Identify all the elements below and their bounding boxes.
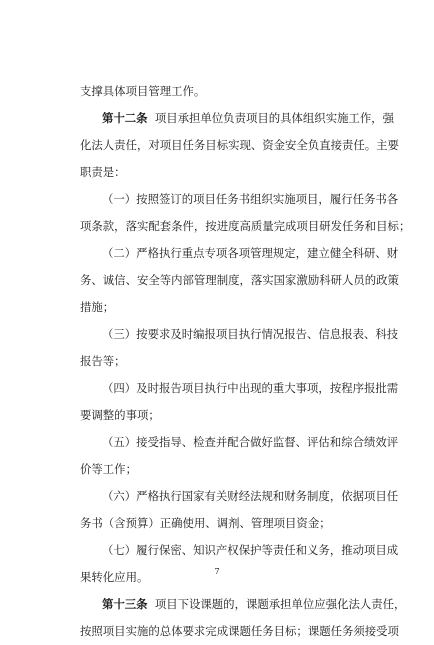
text-line: 报告等； bbox=[80, 354, 126, 368]
article-12-heading: 第十二条 bbox=[102, 111, 148, 125]
text-line: 务书（含预算）正确使用、调剂、管理项目资金； bbox=[80, 516, 331, 530]
text-line: 支撑具体项目管理工作。 bbox=[80, 84, 206, 98]
text-line: 按照项目实施的总体要求完成课题任务目标；课题任务须接受项 bbox=[80, 624, 399, 638]
text-line: 果转化应用。 bbox=[80, 570, 149, 584]
body-text bbox=[80, 78, 411, 645]
text-line: 要调整的事项； bbox=[80, 408, 160, 422]
text-line: （三）按要求及时编报项目执行情况报告、信息报表、科技 bbox=[102, 327, 399, 341]
text-line: 职责是： bbox=[80, 165, 126, 179]
text-line: 价等工作； bbox=[80, 462, 137, 476]
text-line: （七）履行保密、知识产权保护等责任和义务，推动项目成 bbox=[102, 543, 399, 557]
text-line: （四）及时报告项目执行中出现的重大事项，按程序报批需 bbox=[102, 381, 399, 395]
article-13-first-line bbox=[80, 591, 406, 618]
text-line: （一）按照签订的项目任务书组织实施项目，履行任务书各 bbox=[102, 192, 399, 206]
text-span: 项目承担单位负责项目的具体组织实施工作，强 bbox=[154, 111, 395, 125]
text-span: 项目下设课题的，课题承担单位应强化法人责任， bbox=[154, 597, 406, 611]
text-line: 化法人责任，对项目任务目标实现、资金安全负直接责任。主要 bbox=[80, 138, 399, 152]
article-12-first-line bbox=[80, 105, 395, 132]
text-line: （五）接受指导、检查并配合做好监督、评估和综合绩效评 bbox=[102, 435, 399, 449]
text-line: 项条款，落实配套条件，按进度高质量完成项目研发任务和目标； bbox=[80, 219, 411, 233]
text-line: （六）严格执行国家有关财经法规和财务制度，依据项目任 bbox=[102, 489, 399, 503]
page-number: 7 bbox=[214, 567, 220, 576]
article-13-heading: 第十三条 bbox=[102, 597, 148, 611]
text-line: （二）严格执行重点专项各项管理规定，建立健全科研、财 bbox=[102, 246, 399, 260]
text-line: 措施； bbox=[80, 300, 115, 314]
text-line: 务、诚信、安全等内部管理制度，落实国家激励科研人员的政策 bbox=[80, 273, 399, 287]
